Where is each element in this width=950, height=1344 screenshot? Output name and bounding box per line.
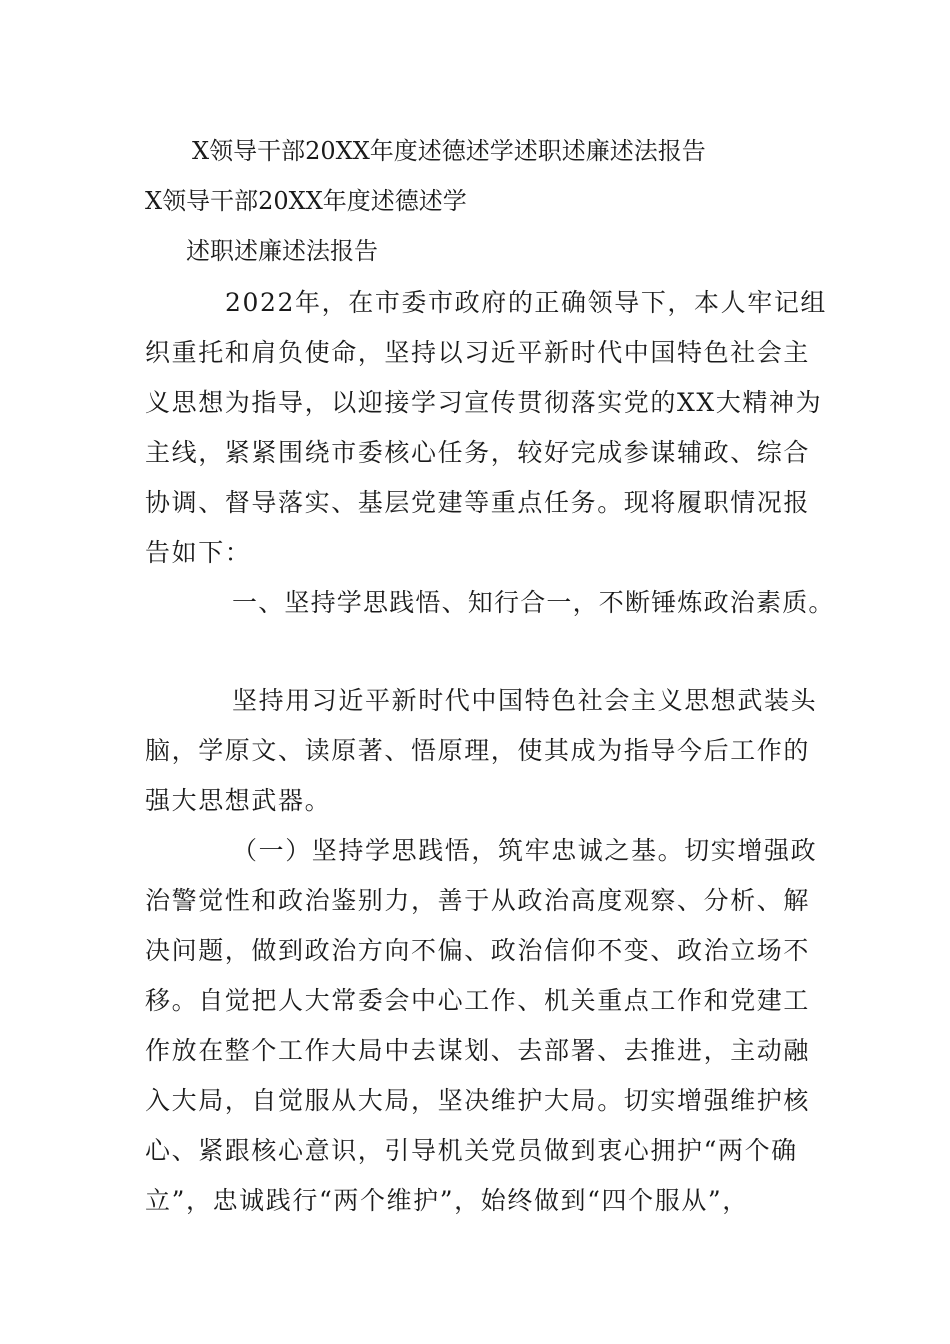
paragraph-line: 2022年，在市委市政府的正确领导下，本人牢记组 [225, 288, 828, 317]
subsection-line: （一）坚持学思践悟，筑牢忠诚之基。切实增强政 [232, 836, 818, 865]
paragraph-line: 协调、督导落实、基层党建等重点任务。现将履职情况报 [145, 488, 811, 517]
paragraph-line: 作放在整个工作大局中去谋划、去部署、去推进，主动融 [145, 1036, 811, 1065]
document-title: X领导干部20XX年度述德述学述职述廉述法报告 [192, 137, 706, 165]
paragraph-line: 告如下： [145, 538, 252, 567]
heading-line-1: X领导干部20XX年度述德述学 [145, 187, 467, 215]
section-heading: 一、坚持学思践悟、知行合一，不断锤炼政治素质。 [232, 588, 835, 617]
paragraph-line: 心、紧跟核心意识，引导机关党员做到衷心拥护“两个确 [145, 1136, 798, 1165]
paragraph-line: 主线，紧紧围绕市委核心任务，较好完成参谋辅政、综合 [145, 438, 811, 467]
paragraph-line: 强大思想武器。 [145, 786, 332, 815]
paragraph-line: 义思想为指导，以迎接学习宣传贯彻落实党的XX大精神为 [145, 388, 823, 417]
heading-line-2: 述职述廉述法报告 [186, 237, 378, 265]
paragraph-line: 决问题，做到政治方向不偏、政治信仰不变、政治立场不 [145, 936, 811, 965]
paragraph-line: 治警觉性和政治鉴别力，善于从政治高度观察、分析、解 [145, 886, 811, 915]
paragraph-line: 坚持用习近平新时代中国特色社会主义思想武装头 [232, 686, 818, 715]
paragraph-line: 脑，学原文、读原著、悟原理，使其成为指导今后工作的 [145, 736, 811, 765]
paragraph-line: 织重托和肩负使命，坚持以习近平新时代中国特色社会主 [145, 338, 811, 367]
paragraph-line: 入大局，自觉服从大局，坚决维护大局。切实增强维护核 [145, 1086, 811, 1115]
paragraph-line: 立”，忠诚践行“两个维护”，始终做到“四个服从”， [145, 1186, 749, 1215]
paragraph-line: 移。自觉把人大常委会中心工作、机关重点工作和党建工 [145, 986, 811, 1015]
